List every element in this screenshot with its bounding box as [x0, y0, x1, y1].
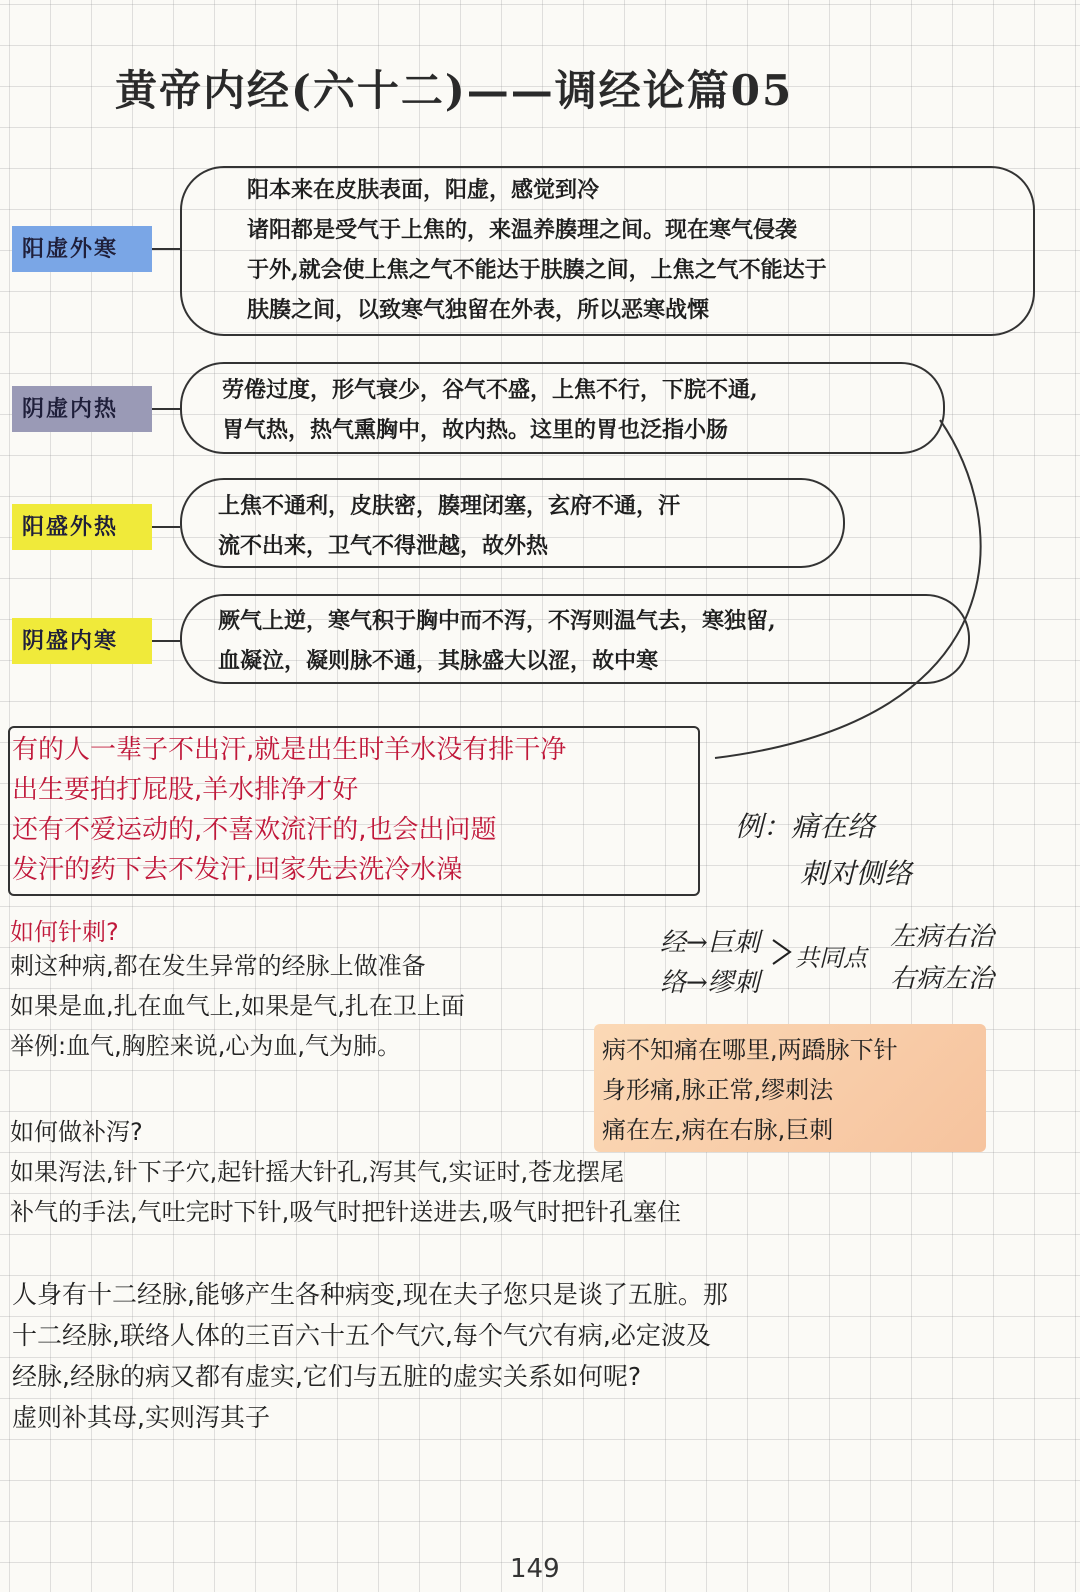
orange-line: 身形痛,脉正常,缪刺法	[602, 1076, 834, 1104]
orange-line: 病不知痛在哪里,两蹻脉下针	[602, 1036, 898, 1064]
diagram-common: 共同点	[795, 944, 867, 972]
curve-to-note	[715, 420, 981, 758]
meridian-line: 经脉,经脉的病又都有虚实,它们与五脏的虚实关系如何呢?	[12, 1362, 642, 1391]
meridian-text	[12, 1274, 728, 1438]
bubble-yang-excess	[180, 478, 845, 568]
tonify-heading: 如何做补泻?	[10, 1118, 143, 1146]
bubble-line: 流不出来，卫气不得泄越，故外热	[218, 533, 549, 559]
needle-line: 如果是血,扎在血气上,如果是气,扎在卫上面	[10, 992, 465, 1020]
meridian-line: 人身有十二经脉,能够产生各种病变,现在夫子您只是谈了五脏。那	[12, 1280, 728, 1309]
bubble-line: 劳倦过度，形气衰少，谷气不盛，上焦不行，下脘不通,	[222, 377, 758, 403]
needle-heading: 如何针刺?	[10, 918, 119, 946]
bubble-yin-deficiency	[180, 362, 945, 454]
tonify-text	[10, 1152, 681, 1232]
meridian-line: 虚则补其母,实则泻其子	[12, 1403, 270, 1432]
bubble-line: 于外,就会使上焦之气不能达于肤腠之间，上焦之气不能达于	[247, 257, 827, 283]
bubble-yang-deficiency	[180, 166, 1035, 336]
bubble-line: 厥气上逆，寒气积于胸中而不泻，不泻则温气去，寒独留,	[218, 608, 776, 634]
tag-yin-deficiency: 阴虚内热	[12, 386, 152, 432]
bubble-line: 胃气热，热气熏胸中，故内热。这里的胃也泛指小肠	[222, 417, 729, 443]
bubble-yin-excess	[180, 594, 970, 684]
orange-note	[594, 1024, 986, 1152]
needle-text	[10, 946, 465, 1066]
needle-line: 刺这种病,都在发生异常的经脉上做准备	[10, 952, 426, 980]
note-line: 出生要拍打屁股,羊水排净才好	[12, 775, 359, 805]
diagram-row-2: 络→缪刺	[660, 968, 760, 998]
bubble-line: 阳本来在皮肤表面，阳虚，感觉到冷	[247, 177, 600, 203]
tag-yin-excess: 阴盛内寒	[12, 618, 152, 664]
diagram-row-1: 经→巨刺	[660, 928, 760, 958]
meridian-line: 十二经脉,联络人体的三百六十五个气穴,每个气穴有病,必定波及	[12, 1321, 711, 1350]
note-line: 有的人一辈子不出汗,就是出生时羊水没有排干净	[12, 735, 567, 765]
tonify-line: 如果泻法,针下子穴,起针摇大针孔,泻其气,实证时,苍龙摆尾	[10, 1158, 625, 1186]
tag-yang-deficiency: 阳虚外寒	[12, 226, 152, 272]
example-line-2: 刺对侧络	[800, 857, 913, 890]
diagram-result-1: 左病右治	[890, 922, 995, 952]
diagram-result-2: 右病左治	[890, 964, 995, 994]
bubble-line: 血凝泣，凝则脉不通，其脉盛大以涩，故中寒	[218, 648, 659, 674]
sweat-note-box	[8, 726, 700, 896]
example-line-1: 例：痛在络	[735, 810, 876, 843]
tag-yang-excess: 阳盛外热	[12, 504, 152, 550]
diagram-bracket	[773, 940, 790, 964]
page-number: 149	[510, 1554, 560, 1584]
bubble-line: 诸阳都是受气于上焦的，来温养腠理之间。现在寒气侵袭	[247, 217, 798, 243]
needle-line: 举例:血气,胸腔来说,心为血,气为肺。	[10, 1032, 401, 1060]
bubble-line: 肤腠之间，以致寒气独留在外表，所以恶寒战慄	[247, 297, 710, 323]
page-title: 黄帝内经(六十二)——调经论篇05	[115, 66, 794, 115]
note-line: 还有不爱运动的,不喜欢流汗的,也会出问题	[12, 815, 497, 845]
orange-line: 痛在左,病在右脉,巨刺	[602, 1116, 834, 1144]
bubble-line: 上焦不通利，皮肤密，腠理闭塞，玄府不通，汗	[218, 493, 681, 519]
tonify-line: 补气的手法,气吐完时下针,吸气时把针送进去,吸气时把针孔塞住	[10, 1198, 681, 1226]
note-line: 发汗的药下去不发汗,回家先去洗冷水澡	[12, 855, 463, 885]
